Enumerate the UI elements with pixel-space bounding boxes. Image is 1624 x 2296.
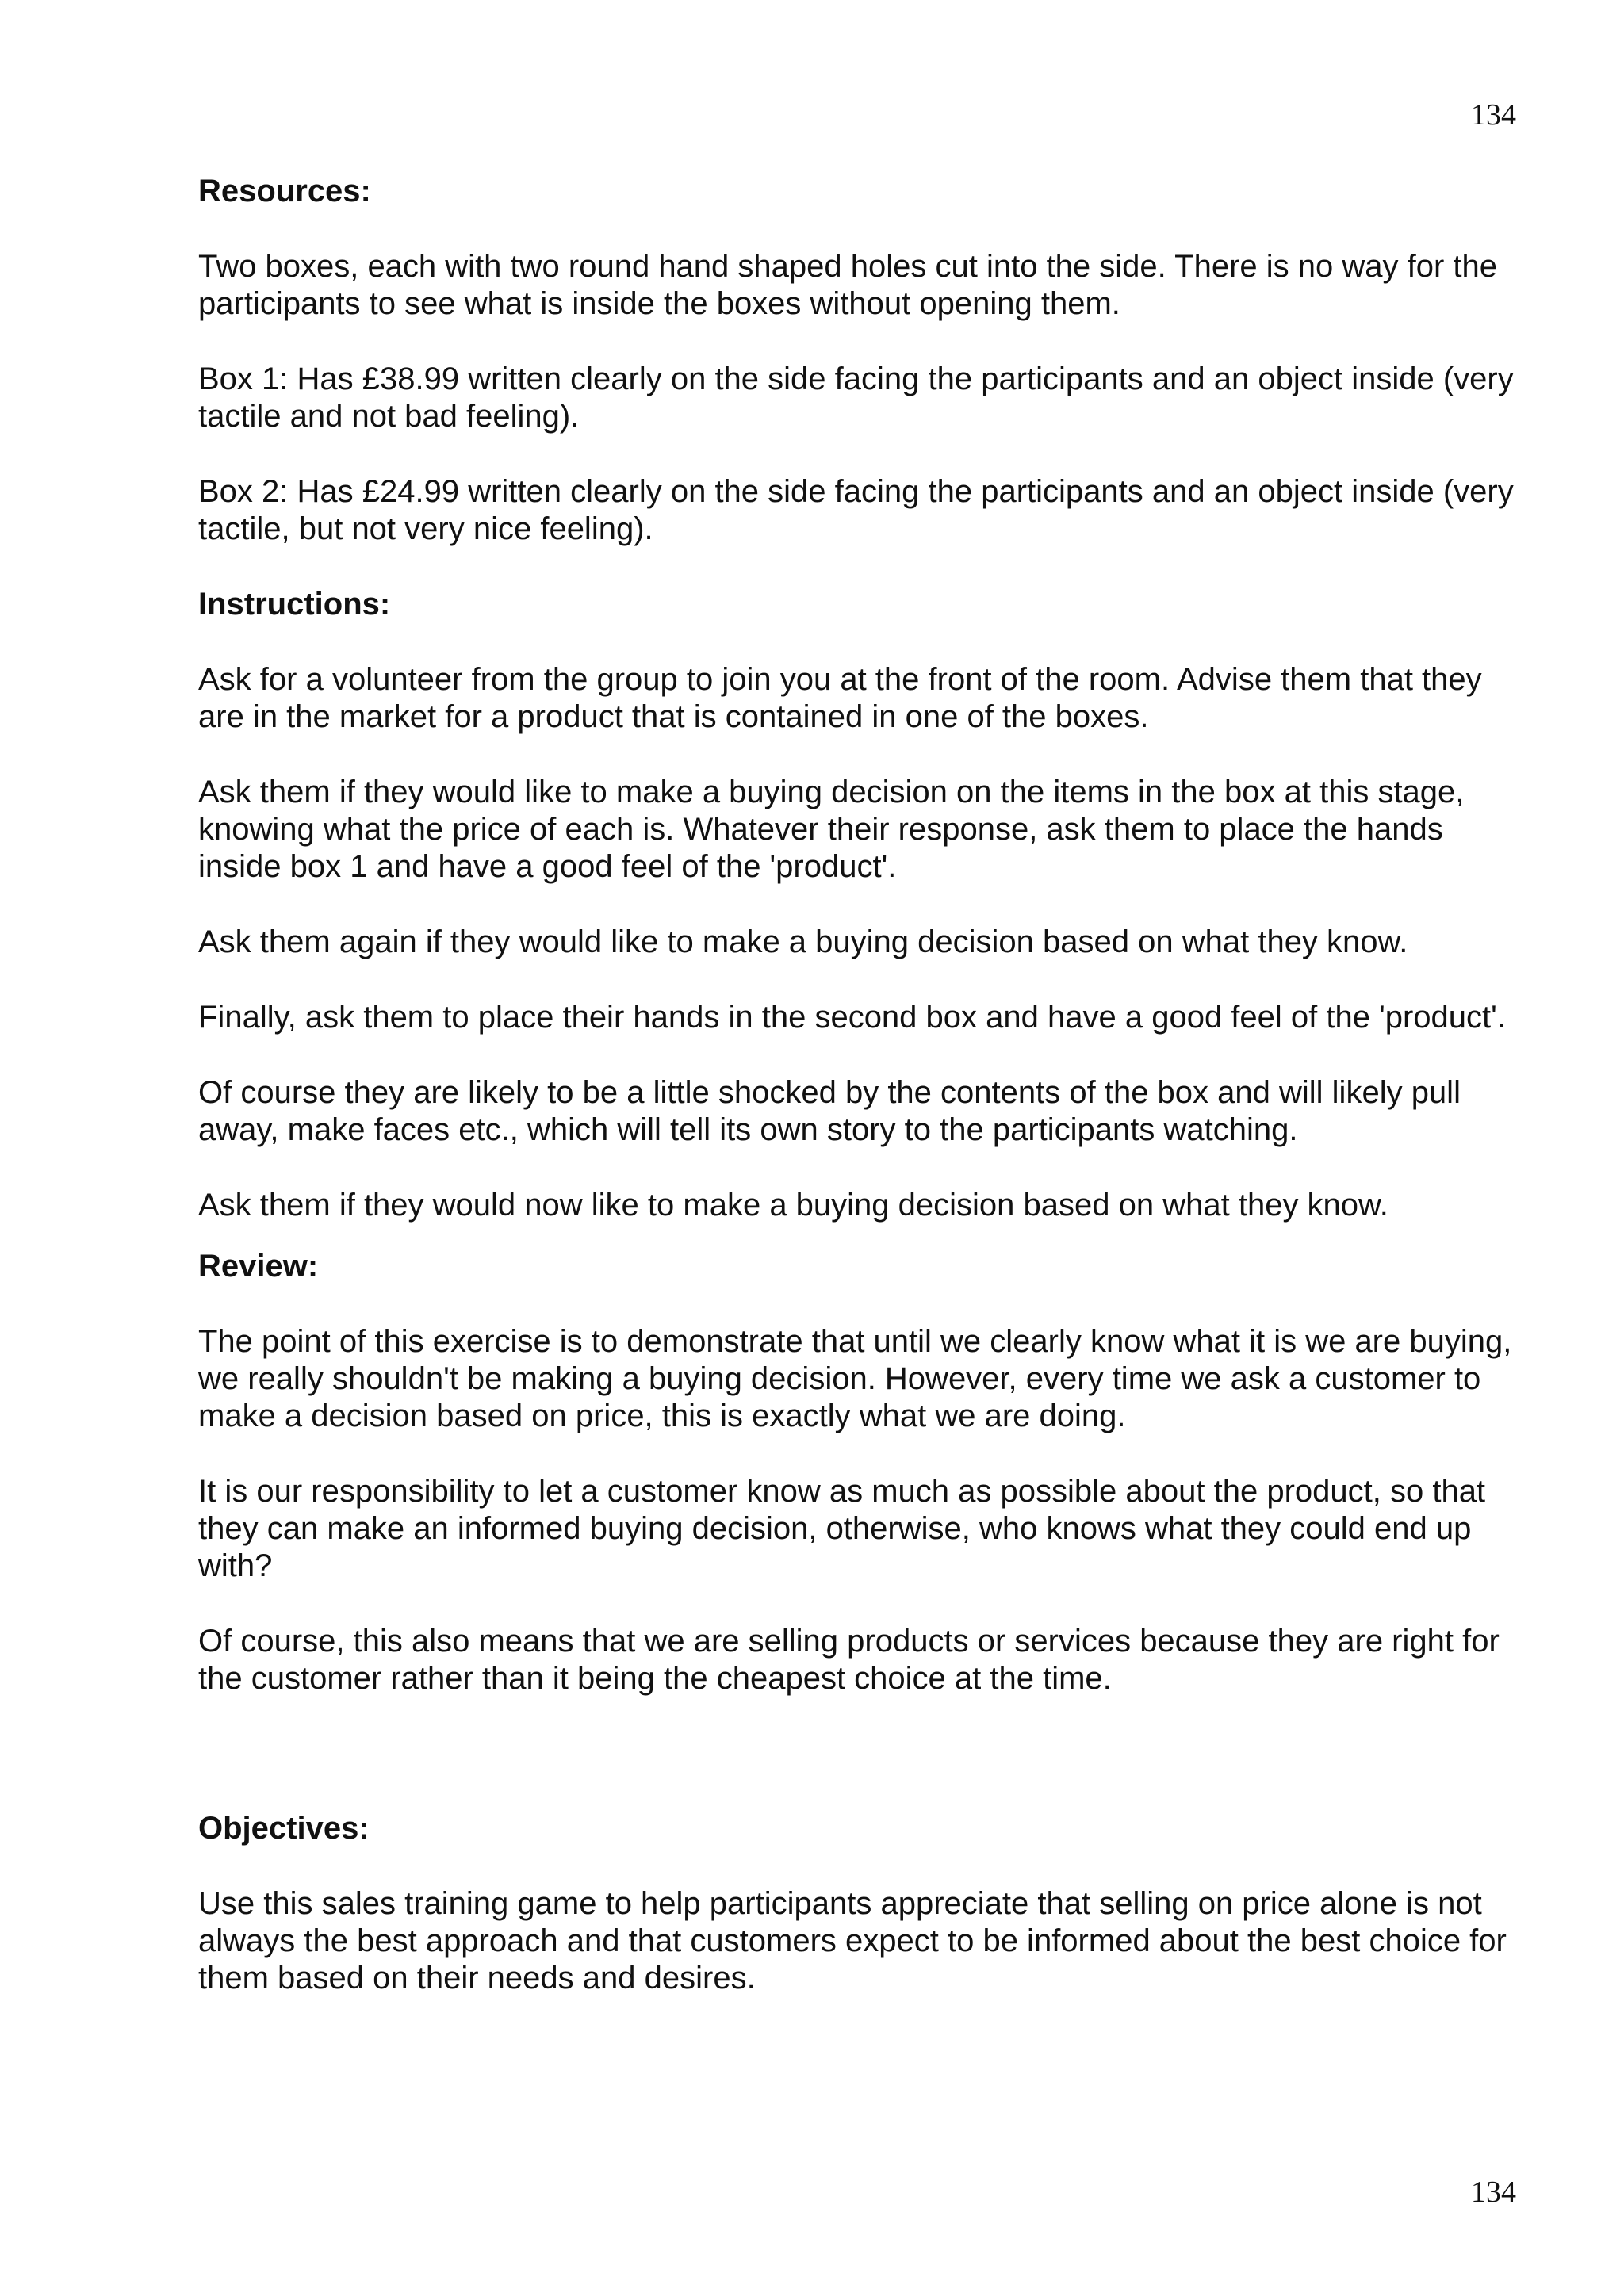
page-number-bottom: 134 [1471,2175,1516,2209]
instructions-paragraph-2: Ask them if they would like to make a buying decision on the items in the box at this stage, knowing what the price of each is. Whatever their response, ask them to place the hands inside box 1 and have a good feel of the 'product'. [198,775,1465,884]
section-heading-instructions: Instructions: [198,587,391,622]
instructions-paragraph-4: Finally, ask them to place their hands in the second box and have a good feel of the 'product'. [198,1000,1506,1035]
instructions-paragraph-3: Ask them again if they would like to make a buying decision based on what they know. [198,924,1408,959]
resources-paragraph-2: Box 1: Has £38.99 written clearly on the side facing the participants and an object inside (very tactile and not bad feeling). [198,362,1514,434]
page-number-top: 134 [1471,98,1516,132]
review-paragraph-2: It is our responsibility to let a customer know as much as possible about the product, so that they can make an informed buying decision, otherwise, who knows what they could end up with? [198,1474,1486,1583]
instructions-paragraph-5: Of course they are likely to be a little shocked by the contents of the box and will likely pull away, make faces etc., which will tell its own story to the participants watching. [198,1075,1461,1147]
resources-paragraph-3: Box 2: Has £24.99 written clearly on the side facing the participants and an object inside (very tactile, but not very nice feeling). [198,474,1514,546]
section-heading-resources: Resources: [198,174,371,209]
review-paragraph-1: The point of this exercise is to demonstrate that until we clearly know what it is we are buying, we really shouldn't be making a buying decision. However, every time we ask a customer to make a decision based on price, this is exactly what we are doing. [198,1324,1512,1433]
instructions-paragraph-1: Ask for a volunteer from the group to join you at the front of the room. Advise them that they are in the market for a product that is contained in one of the boxes. [198,662,1482,734]
objectives-paragraph-1: Use this sales training game to help participants appreciate that selling on price alone is not always the best approach and that customers expect to be informed about the best choice for them based on their needs and desires. [198,1886,1507,1996]
resources-paragraph-1: Two boxes, each with two round hand shaped holes cut into the side. There is no way for the participants to see what is inside the boxes without opening them. [198,249,1498,321]
section-heading-objectives: Objectives: [198,1811,370,1846]
section-heading-review: Review: [198,1249,319,1284]
review-paragraph-3: Of course, this also means that we are selling products or services because they are right for the customer rather than it being the cheapest choice at the time. [198,1624,1500,1696]
instructions-paragraph-6: Ask them if they would now like to make a buying decision based on what they know. [198,1188,1388,1223]
document-body [198,173,1522,1997]
